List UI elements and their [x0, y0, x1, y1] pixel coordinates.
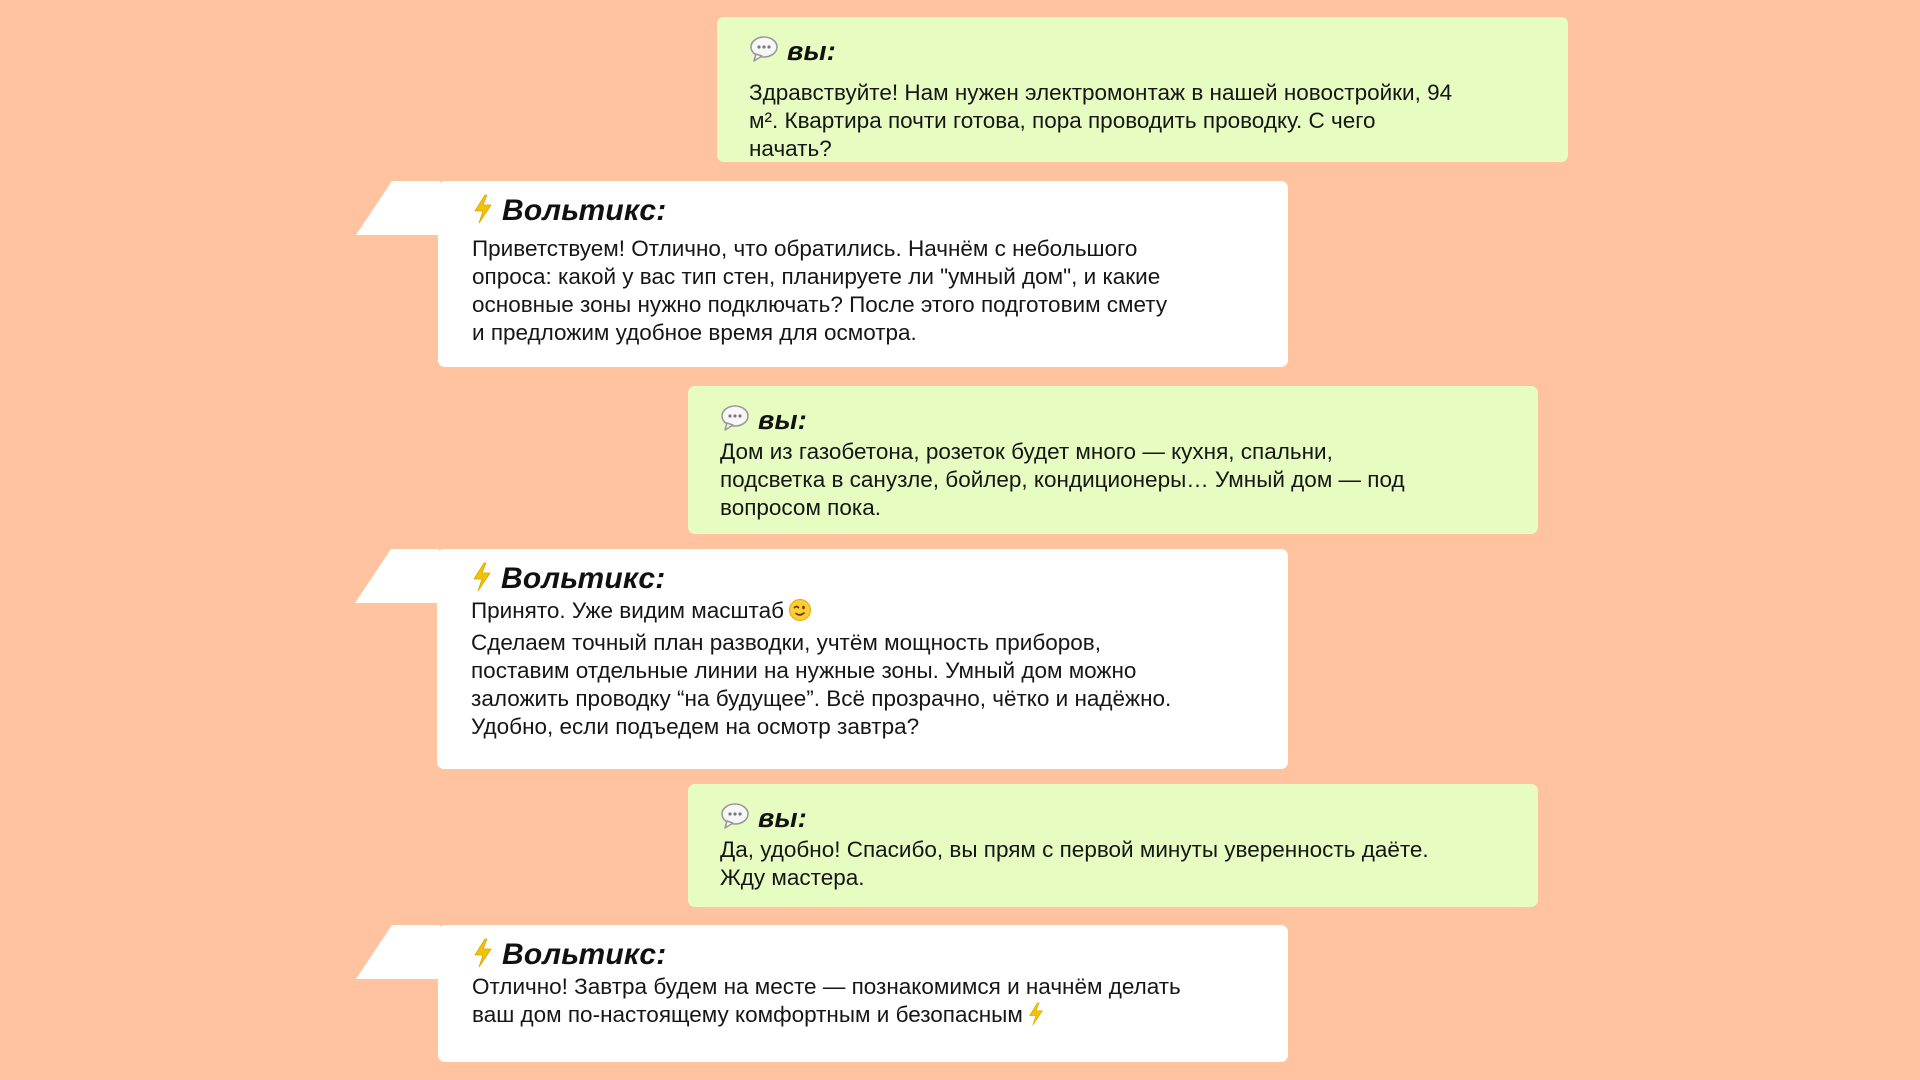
- lightning-bolt-icon: [1027, 1002, 1045, 1033]
- speech-bubble-icon: [749, 35, 779, 68]
- bubble-tail: [355, 549, 439, 603]
- sender-name: вы:: [758, 802, 807, 833]
- lightning-bolt-icon: [472, 938, 494, 973]
- message-text-rest: Сделаем точный план разводки, учтём мощность приборов, поставим отдельные линии на нужные зоны. Умный дом можно заложить проводку “на будущее”. Всё прозрачно, чётко и надёжно. Удобно, если подъедем на осмотр завтра?: [471, 630, 1172, 739]
- message-text: [472, 973, 1254, 1033]
- speech-bubble-icon: [720, 404, 750, 437]
- message-header: [472, 193, 1254, 229]
- user-message-1: [717, 17, 1568, 162]
- bot-message-2: [437, 549, 1288, 769]
- sender-name: Вольтикс:: [502, 194, 667, 227]
- sender-name: Вольтикс:: [502, 938, 667, 971]
- bubble-tail: [356, 925, 440, 979]
- message-header: [720, 800, 1506, 836]
- message-text: Здравствуйте! Нам нужен электромонтаж в нашей новостройки, 94 м². Квартира почти готова, пора проводить проводку. С чего начать?: [749, 80, 1453, 161]
- lightning-bolt-icon: [471, 562, 493, 597]
- sender-name: Вольтикс:: [501, 562, 666, 595]
- speech-bubble-icon: [720, 802, 750, 835]
- sender-name: вы:: [787, 35, 836, 66]
- user-message-2: [688, 386, 1538, 534]
- winking-face-icon: [788, 598, 812, 629]
- bot-message-1: [438, 181, 1288, 367]
- message-text-first-line: Принято. Уже видим масштаб: [471, 598, 784, 623]
- bot-message-3: [438, 925, 1288, 1062]
- message-header: [720, 402, 1506, 438]
- message-text: [471, 597, 1254, 741]
- message-text: Дом из газобетона, розеток будет много — кухня, спальни, подсветка в санузле, бойлер, кондиционеры… Умный дом — под вопросом пока.: [720, 439, 1405, 520]
- user-message-3: [688, 784, 1538, 907]
- message-body: Отлично! Завтра будем на месте — познакомимся и начнём делать ваш дом по-настоящему комфортным и безопасным: [472, 974, 1181, 1027]
- message-header: [471, 561, 1254, 597]
- bubble-tail: [356, 181, 440, 235]
- lightning-bolt-icon: [472, 194, 494, 229]
- message-text: Приветствуем! Отлично, что обратились. Начнём с небольшого опроса: какой у вас тип стен, планируете ли "умный дом", и какие основные зоны нужно подключать? После этого подготовим смету и предложим удобное время для осмотра.: [472, 236, 1168, 345]
- message-text: Да, удобно! Спасибо, вы прям с первой минуты уверенность даёте. Жду мастера.: [720, 837, 1429, 890]
- message-header: [749, 33, 1536, 69]
- sender-name: вы:: [758, 404, 807, 435]
- message-header: [472, 937, 1254, 973]
